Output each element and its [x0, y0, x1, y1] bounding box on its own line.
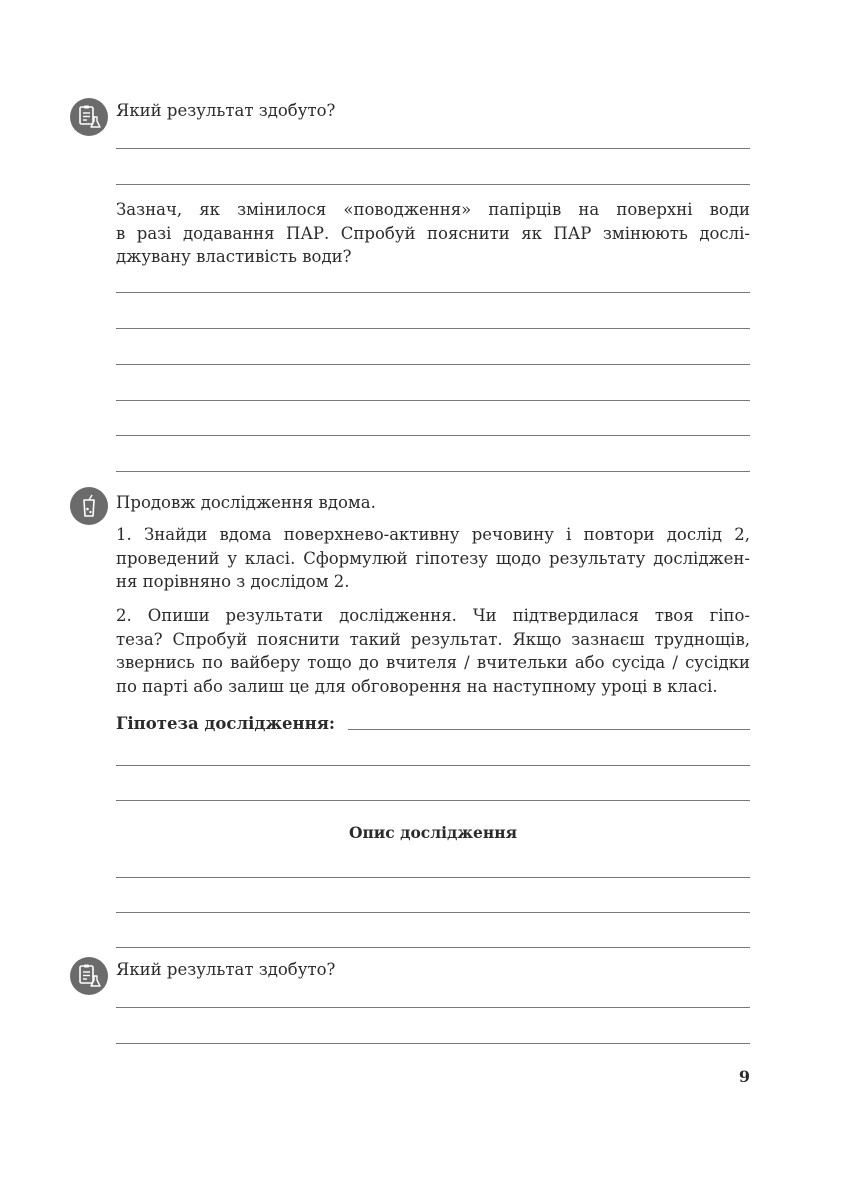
- task-line: ня порівняно з дослідом 2.: [116, 572, 350, 591]
- answer-line: [116, 184, 750, 185]
- answer-line: [116, 148, 750, 149]
- task-line: по парті або залиш це для обговорення на наступному уроці в класі.: [116, 676, 718, 696]
- question-line: джувану властивість води?: [116, 247, 352, 266]
- answer-line: [116, 877, 750, 878]
- question-line: в разі додавання ПАР. Спробуй пояснити як ПАР змінюють дослі-: [116, 223, 750, 243]
- hypothesis-label: Гіпотеза дослідження:: [116, 714, 335, 733]
- answer-line: [116, 328, 750, 329]
- answer-line: [116, 292, 750, 293]
- answer-line: [116, 800, 750, 801]
- result-clipboard-icon: [70, 98, 108, 136]
- answer-line: [116, 1043, 750, 1044]
- answer-line: [116, 947, 750, 948]
- task-line: 2. Опиши результати дослідження. Чи підтвердилася твоя гіпо-: [116, 606, 750, 625]
- task-line: звернись по вайберу тощо до вчителя / вчительки або сусіда / сусідки: [116, 653, 750, 672]
- hypothesis-line: [348, 729, 750, 730]
- answer-line: [116, 364, 750, 365]
- result-heading: Який результат здобуто?: [116, 960, 336, 979]
- answer-line: [116, 912, 750, 913]
- task-1: [116, 523, 750, 594]
- answer-line: [116, 400, 750, 401]
- result-heading: Який результат здобуто?: [116, 101, 336, 120]
- page-number: 9: [738, 1067, 750, 1086]
- home-research-heading: Продовж дослідження вдома.: [116, 493, 376, 512]
- answer-line: [116, 765, 750, 766]
- result-clipboard-icon: [70, 957, 108, 995]
- observation-question: [116, 198, 750, 269]
- task-2: [116, 604, 750, 698]
- question-line: Зазнач, як змінилося «поводження» папірців на поверхні води: [116, 200, 750, 219]
- description-title: Опис дослідження: [348, 823, 518, 842]
- task-line: 1. Знайди вдома поверхнево-активну речовину і повтори дослід 2,: [116, 525, 750, 544]
- home-experiment-icon: [70, 487, 108, 525]
- answer-line: [116, 435, 750, 436]
- answer-line: [116, 471, 750, 472]
- task-line: теза? Спробуй пояснити такий результат. Якщо зазнаєш труднощів,: [116, 629, 750, 649]
- answer-line: [116, 1007, 750, 1008]
- task-line: проведений у класі. Сформулюй гіпотезу щодо результату досліджен-: [116, 548, 750, 568]
